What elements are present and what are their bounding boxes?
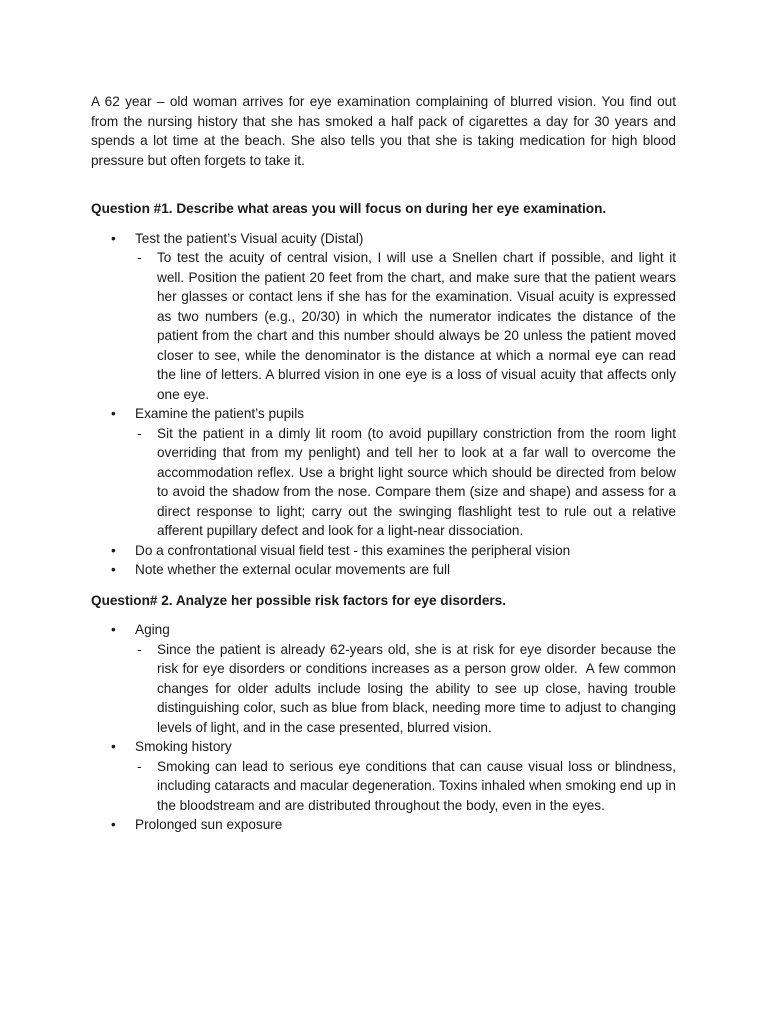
list-item-label: Do a confrontational visual field test - this examines the peripheral vision [135,542,571,558]
list-item-label: Aging [135,622,170,637]
list-item-label: Test the patient’s Visual acuity (Distal) [135,230,364,246]
list-item-label: Prolonged sun exposure [135,817,283,832]
list-item-visual-field-test [91,541,676,561]
list-item-visual-acuity [91,229,676,405]
sub-list [135,757,676,816]
sub-list [135,248,676,404]
list-item-pupils [91,404,676,541]
sub-list [135,640,676,738]
sub-list-item: - To test the acuity of central vision, I will use a Snellen chart if possible, and light it well. Position the patient 20 feet from the chart, and make sure that the patient wears her glasses or contact lens if she has for the examination. Visual acuity is expressed as two numbers (e.g., 20/30) in which the numerator indicates the distance of the patient from the chart and this number should always be 20 unless the patient moved closer to see, while the denominator is the distance at which a normal eye can read the line of letters. A blurred vision in one eye is a loss of visual acuity that affects only one eye. [135,248,676,404]
sub-list-item: - Smoking can lead to serious eye conditions that can cause visual loss or blindness, including cataracts and macular degeneration. Toxins inhaled when smoking end up in the bloodstream and are distributed throughout the body, even in the eyes. [135,757,676,816]
list-item-label: Examine the patient’s pupils [135,406,305,421]
sub-list-item: - Since the patient is already 62-years old, she is at risk for eye disorder because the risk for eye disorders or conditions increases as a person grow older. A few common changes for older adults include losing the ability to see up close, having trouble distinguishing color, such as blue from black, needing more time to adjust to changing levels of light, and in the case presented, blurred vision. [135,640,676,738]
list-item-label: Smoking history [135,739,232,754]
question-1-list [91,229,676,580]
question-2-heading: Question# 2. Analyze her possible risk factors for eye disorders. [91,592,507,608]
sub-list [135,424,676,541]
list-item-smoking-history [91,737,676,815]
list-item-ocular-movements [91,560,676,580]
list-item-aging [91,620,676,737]
question-2-list [91,620,676,835]
sub-list-item: - Sit the patient in a dimly lit room (to avoid pupillary constriction from the room light overriding that from my penlight) and tell her to look at a far wall to overcome the accommodation reflex. Use a bright light source which should be directed from below to avoid the shadow from the nose. Compare them (size and shape) and assess for a direct response to light; carry out the swinging flashlight test to rule out a relative afferent pupillary defect and look for a light-near dissociation. [135,424,676,541]
list-item-sun-exposure [91,815,676,835]
list-item-label: Note whether the external ocular movements are full [135,562,451,577]
case-intro-paragraph: A 62 year – old woman arrives for eye examination complaining of blurred vision. You find out from the nursing history that she has smoked a half pack of cigarettes a day for 30 years and spends a lot time at the beach. She also tells you that she is taking medication for high blood pressure but often forgets to take it. [91,94,676,168]
document-page [91,92,676,835]
question-1-heading: Question #1. Describe what areas you will focus on during her eye examination. [91,201,607,216]
